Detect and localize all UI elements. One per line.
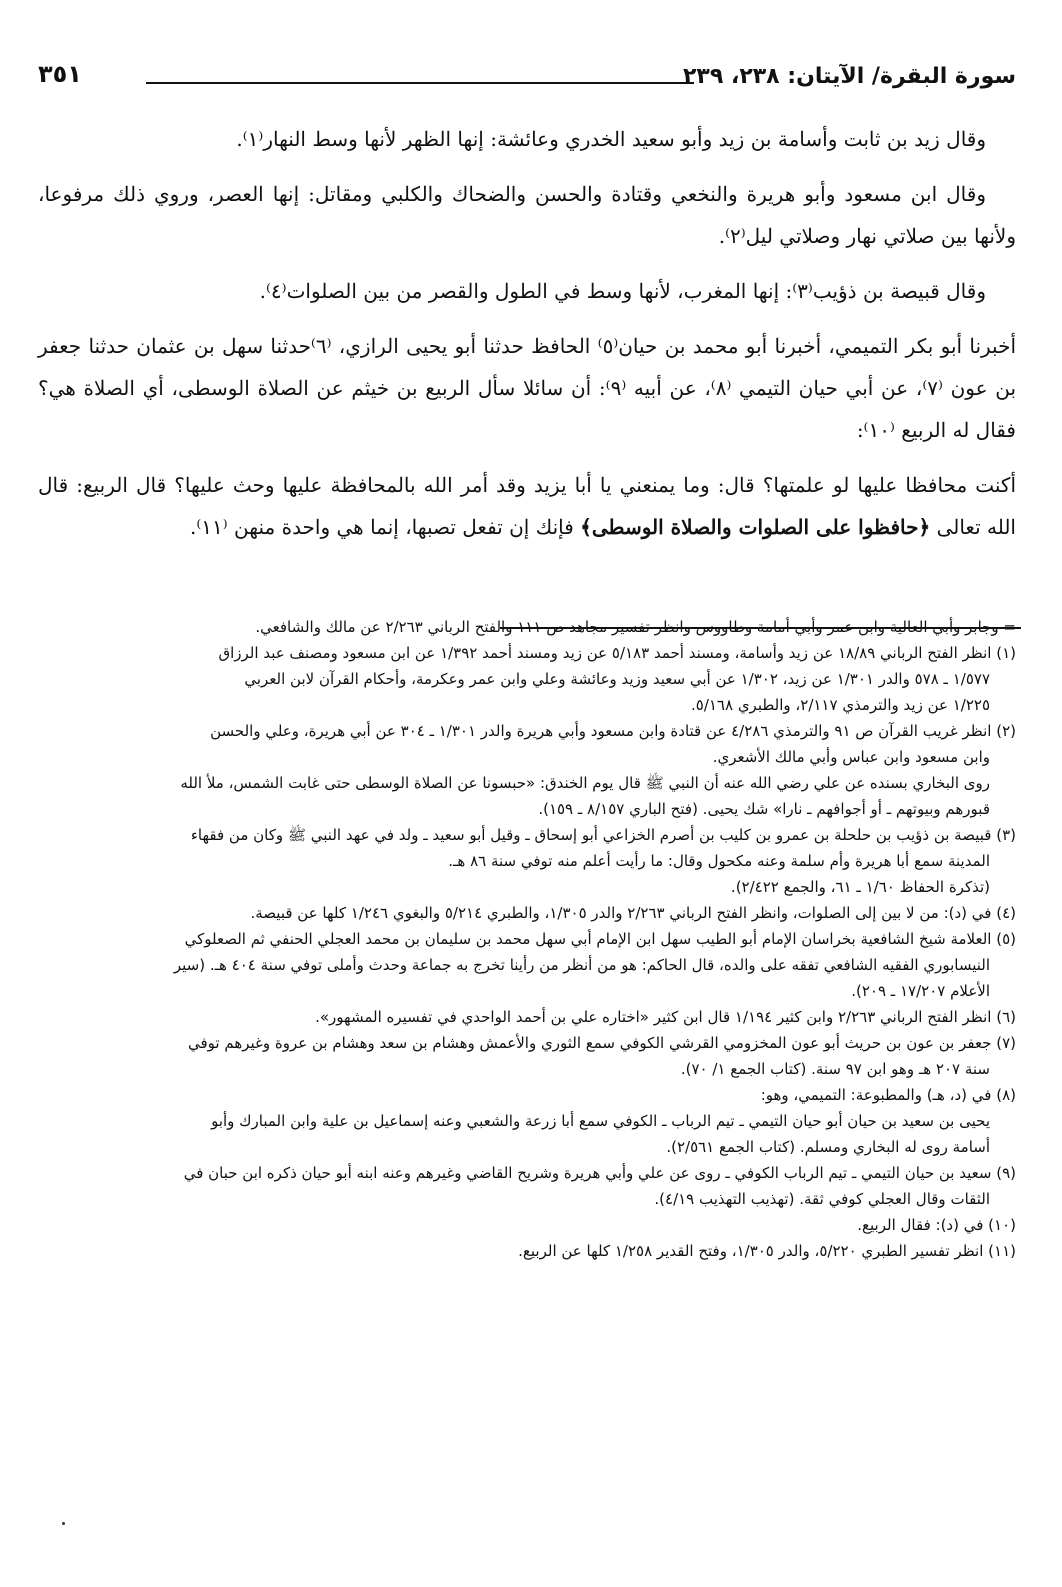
- footnote-3-line: (تذكرة الحفاظ ١/٦٠ ـ ٦١، والجمع ٢/٤٢٢).: [730, 878, 990, 896]
- footnote-8-line: أسامة روى له البخاري ومسلم. (كتاب الجمع ٢/٥٦١).: [666, 1138, 990, 1156]
- rabi-text-end: فإنك إن تفعل تصبها، إنما هي واحدة منهن ⁽١١⁾.: [190, 515, 574, 539]
- quran-verse: ﴿حافظوا على الصلوات والصلاة الوسطى﴾: [580, 515, 931, 539]
- paragraph-qabisa: وقال قبيصة بن ذؤيب⁽٣⁾: إنها المغرب، لأنها وسط في الطول والقصر من بين الصلوات⁽٤⁾.: [259, 279, 986, 303]
- footnote-11: (١١) انظر تفسير الطبري ٥/٢٢٠، والدر ١/٣٠٥، وفتح القدير ١/٢٥٨ كلها عن الربيع.: [518, 1242, 1016, 1260]
- running-title: سورة البقرة/ الآيتان: ٢٣٨، ٢٣٩: [682, 64, 1016, 89]
- footnote-4: (٤) في (د): من لا بين إلى الصلوات، وانظر الفتح الرباني ٢/٢٦٣ والدر ١/٣٠٥، والطبري ٥/٢١٤ والبغوي ١/٢٤٦ كلها عن قبيصة.: [250, 904, 1016, 922]
- page-header: [38, 58, 1016, 102]
- footnote-5-line: الأعلام ١٧/٢٠٧ ـ ٢٠٩).: [851, 982, 990, 1000]
- footnote-5: (٥) العلامة شيخ الشافعية بخراسان الإمام أبو الطيب سهل ابن الإمام أبي سهل محمد بن سليمان بن محمد العجلي الحنفي ثم الصعلوكي: [184, 930, 1016, 948]
- main-text: [38, 118, 1016, 561]
- footnote-7: (٧) جعفر بن عون بن حريث أبو عون المخزومي القرشي الكوفي سمع الثوري والأعمش وهشام بن سعد وهشام بن عروة وغيرهم توفي: [188, 1034, 1016, 1052]
- paragraph-zaid: وقال زيد بن ثابت وأسامة بن زيد وأبو سعيد الخدري وعائشة: إنها الظهر لأنها وسط النهار⁽١⁾.: [236, 127, 986, 151]
- footnote-2-line: قبورهم وبيوتهم ـ أو أجوافهم ـ نارا» شك يحيى. (فتح الباري ٨/١٥٧ ـ ١٥٩).: [538, 800, 990, 818]
- footnote-9: (٩) سعيد بن حيان التيمي ـ تيم الرباب الكوفي ـ روى عن علي وأبي هريرة وشريح القاضي وغيرهم وعنه ابنه أبو حيان ذكره ابن حبان في: [183, 1164, 1016, 1182]
- footnote-6: (٦) انظر الفتح الرباني ٢/٢٦٣ وابن كثير ١/١٩٤ قال ابن كثير «اختاره علي بن أحمد الواحدي في تفسيره المشهور».: [315, 1008, 1016, 1026]
- footnote-7-line: سنة ٢٠٧ هـ وهو ابن ٩٧ سنة. (كتاب الجمع ١/ ٧٠).: [680, 1060, 990, 1078]
- page-number: ٣٥١: [38, 60, 82, 88]
- footnote-1: (١) انظر الفتح الرباني ١٨/٨٩ عن زيد وأسامة، ومسند أحمد ٥/١٨٣ عن زيد ومسند أحمد ١/٣٩٢ عن ابن مسعود ومصنف عبد الرزاق: [218, 644, 1016, 662]
- footnote-8: (٨) في (د، هـ) والمطبوعة: التميمي، وهو:: [760, 1086, 1016, 1104]
- footnote-9-line: الثقات وقال العجلي كوفي ثقة. (تهذيب التهذيب ٤/١٩).: [654, 1190, 990, 1208]
- paragraph-ibn-masud: وقال ابن مسعود وأبو هريرة والنخعي وقتادة والحسن والضحاك والكلبي ومقاتل: إنها العصر، وروي ذلك مرفوعا، ولأنها بين صلاتي نهار وصلاتي ليل⁽٢⁾.: [38, 182, 1016, 248]
- footnote-8-line: يحيى بن سعيد بن حيان أبو حيان التيمي ـ تيم الرباب ـ الكوفي سمع أبا زرعة والشعبي وعنه إسماعيل بن علية وابن المبارك وأبو: [211, 1112, 990, 1130]
- footnotes: [38, 614, 1016, 1264]
- header-rule: [146, 82, 694, 84]
- paragraph-isnad: أخبرنا أبو بكر التميمي، أخبرنا أبو محمد بن حيان⁽٥⁾ الحافظ حدثنا أبو يحيى الرازي، ⁽٦⁾حدثنا سهل بن عثمان حدثنا جعفر بن عون ⁽٧⁾، عن أبي حيان التيمي ⁽٨⁾، عن أبيه ⁽٩⁾: أن سائلا سأل الربيع بن خيثم عن الصلاة الوسطى، أي الصلاة هي؟ فقال له الربيع ⁽١٠⁾:: [38, 334, 1017, 442]
- footnote-5-line: النيسابوري الفقيه الشافعي تفقه على والده، قال الحاكم: هو من أنظر من رأينا تخرج به جماعة وحدث وأملى توفي سنة ٤٠٤ هـ. (سير: [173, 956, 990, 974]
- footnote-3: (٣) قبيصة بن ذؤيب بن حلحلة بن عمرو بن كليب بن أصرم الخزاعي أبو إسحاق ـ وقيل أبو سعيد ـ ولد في عهد النبي ﷺ وكان من فقهاء: [190, 826, 1016, 844]
- rabi-text-start: أكنت محافظا عليها لو علمتها؟ قال: وما يمنعني يا أبا يزيد وقد أمر الله بالمحافظة عليها وحث عليها؟ قال الربيع: قال الله تعالى: [38, 473, 1016, 539]
- footnote-2: (٢) انظر غريب القرآن ص ٩١ والترمذي ٤/٢٨٦ عن قتادة وابن مسعود وأبي هريرة والدر ١/٣٠١ ـ ٣٠٤ عن أبي هريرة، وعلي والحسن: [210, 722, 1016, 740]
- footnote-1-line: ١/٥٧٧ ـ ٥٧٨ والدر ١/٣٠١ عن زيد، ١/٣٠٢ عن أبي سعيد وزيد وعائشة وعلي وابن عمر وعكرمة، وأحكام القرآن لابن العربي: [244, 670, 990, 688]
- footnote-10: (١٠) في (د): فقال الربيع.: [857, 1216, 1016, 1234]
- footnote-1-line: ١/٢٢٥ عن زيد والترمذي ٢/١١٧، والطبري ٥/١٦٨.: [690, 696, 990, 714]
- scan-speck: [62, 1522, 65, 1525]
- footnote-2-hadith: روى البخاري بسنده عن علي رضي الله عنه أن النبي ﷺ قال يوم الخندق: «حبسونا عن الصلاة الوسطى حتى غابت الشمس، ملأ الله: [180, 774, 990, 792]
- footnote-2-line: وابن مسعود وابن عباس وأبي مالك الأشعري.: [712, 748, 990, 766]
- paragraph-rabi: [38, 464, 1016, 548]
- footnote-continuation: = وجابر وأبي العالية وابن عمر وأبي أمامة وطاووس وانظر تفسير مجاهد ص ١١١ والفتح الرباني ٢/٢٦٣ عن مالك والشافعي.: [255, 618, 1016, 636]
- footnote-3-line: المدينة سمع أبا هريرة وأم سلمة وعنه مكحول وقال: ما رأيت أعلم منه توفي سنة ٨٦ هـ.: [448, 852, 990, 870]
